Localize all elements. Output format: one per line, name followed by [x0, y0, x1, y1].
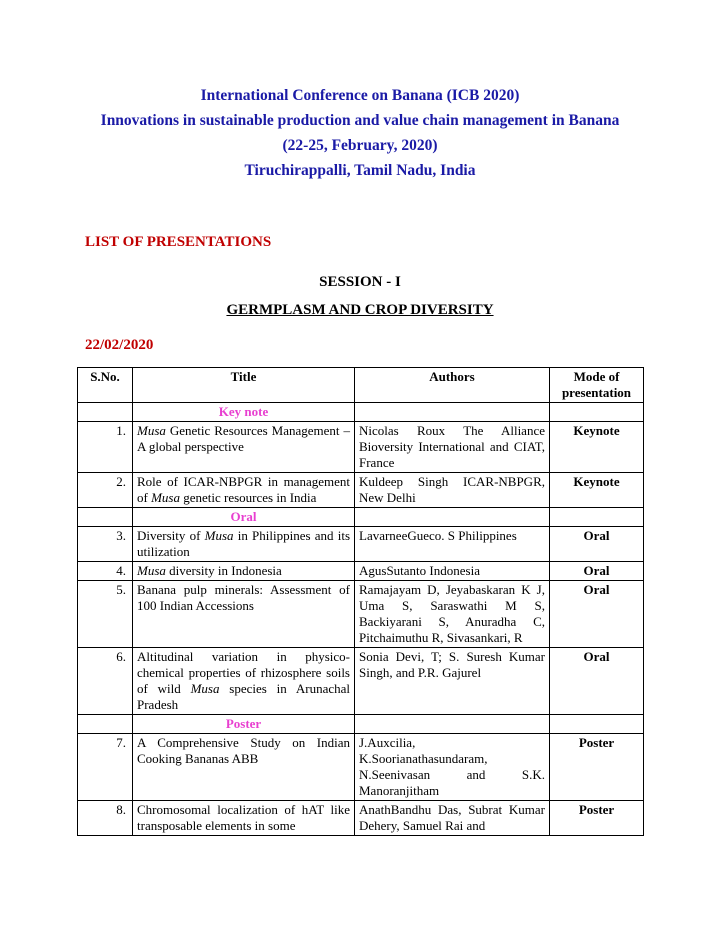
header-title: Title [133, 368, 355, 403]
row-title: Musa diversity in Indonesia [133, 562, 355, 581]
row-authors: LavarneeGueco. S Philippines [355, 527, 550, 562]
row-mode: Keynote [550, 422, 644, 473]
conference-dates: (22-25, February, 2020) [282, 137, 438, 154]
header-sno: S.No. [78, 368, 133, 403]
row-sno: 7. [78, 734, 133, 801]
row-title: Banana pulp minerals: Assessment of 100 Indian Accessions [133, 581, 355, 648]
row-authors: Nicolas Roux The Alliance Bioversity International and CIAT, France [355, 422, 550, 473]
row-authors: AgusSutanto Indonesia [355, 562, 550, 581]
row-mode: Oral [550, 527, 644, 562]
row-authors: Ramajayam D, Jeyabaskaran K J, Uma S, Saraswathi M S, Backiyarani S, Anuradha C, Pitchaimuthu R, Sivasankari, R [355, 581, 550, 648]
row-mode: Oral [550, 581, 644, 648]
row-title: Chromosomal localization of hAT like transposable elements in some [133, 801, 355, 836]
row-mode: Poster [550, 734, 644, 801]
row-mode: Keynote [550, 473, 644, 508]
session-theme: GERMPLASM AND CROP DIVERSITY [226, 302, 494, 318]
row-title: Diversity of Musa in Philippines and its utilization [133, 527, 355, 562]
row-authors: AnathBandhu Das, Subrat Kumar Dehery, Samuel Rai and [355, 801, 550, 836]
row-sno: 8. [78, 801, 133, 836]
row-sno: 5. [78, 581, 133, 648]
row-mode: Poster [550, 801, 644, 836]
section-row-poster [78, 715, 644, 734]
conference-location: Tiruchirappalli, Tamil Nadu, India [244, 162, 476, 179]
row-authors: Sonia Devi, T; S. Suresh Kumar Singh, and P.R. Gajurel [355, 648, 550, 715]
session-heading: SESSION - I [319, 274, 401, 290]
table-row [78, 527, 644, 562]
row-title: Altitudinal variation in physico-chemical properties of rhizosphere soils of wild Musa species in Arunachal Pradesh [133, 648, 355, 715]
section-row-oral [78, 508, 644, 527]
header-mode: Mode of presentation [550, 368, 644, 403]
table-row [78, 734, 644, 801]
row-sno: 6. [78, 648, 133, 715]
section-label-poster: Poster [133, 715, 355, 734]
row-authors: Kuldeep Singh ICAR-NBPGR, New Delhi [355, 473, 550, 508]
table-row [78, 422, 644, 473]
table-row [78, 562, 644, 581]
table-row [78, 581, 644, 648]
row-sno: 2. [78, 473, 133, 508]
row-mode: Oral [550, 562, 644, 581]
row-title: Role of ICAR-NBPGR in management of Musa genetic resources in India [133, 473, 355, 508]
row-sno: 4. [78, 562, 133, 581]
table-row [78, 473, 644, 508]
table-header-row [78, 368, 644, 403]
list-title: LIST OF PRESENTATIONS [85, 234, 272, 250]
conference-theme: Innovations in sustainable production and value chain management in Banana [100, 112, 620, 129]
row-sno: 1. [78, 422, 133, 473]
header-authors: Authors [355, 368, 550, 403]
conference-header [100, 86, 620, 181]
session-date: 22/02/2020 [85, 337, 154, 353]
section-label-oral: Oral [133, 508, 355, 527]
section-label-keynote: Key note [133, 403, 355, 422]
table-row [78, 648, 644, 715]
row-title: Musa Genetic Resources Management – A global perspective [133, 422, 355, 473]
conference-name: International Conference on Banana (ICB 2020) [200, 87, 520, 104]
row-sno: 3. [78, 527, 133, 562]
row-authors: J.Auxcilia, K.Soorianathasundaram, N.Seenivasan and S.K. Manoranjitham [355, 734, 550, 801]
row-title: A Comprehensive Study on Indian Cooking Bananas ABB [133, 734, 355, 801]
row-mode: Oral [550, 648, 644, 715]
section-row-keynote [78, 403, 644, 422]
presentations-table [77, 367, 644, 836]
table-row [78, 801, 644, 836]
